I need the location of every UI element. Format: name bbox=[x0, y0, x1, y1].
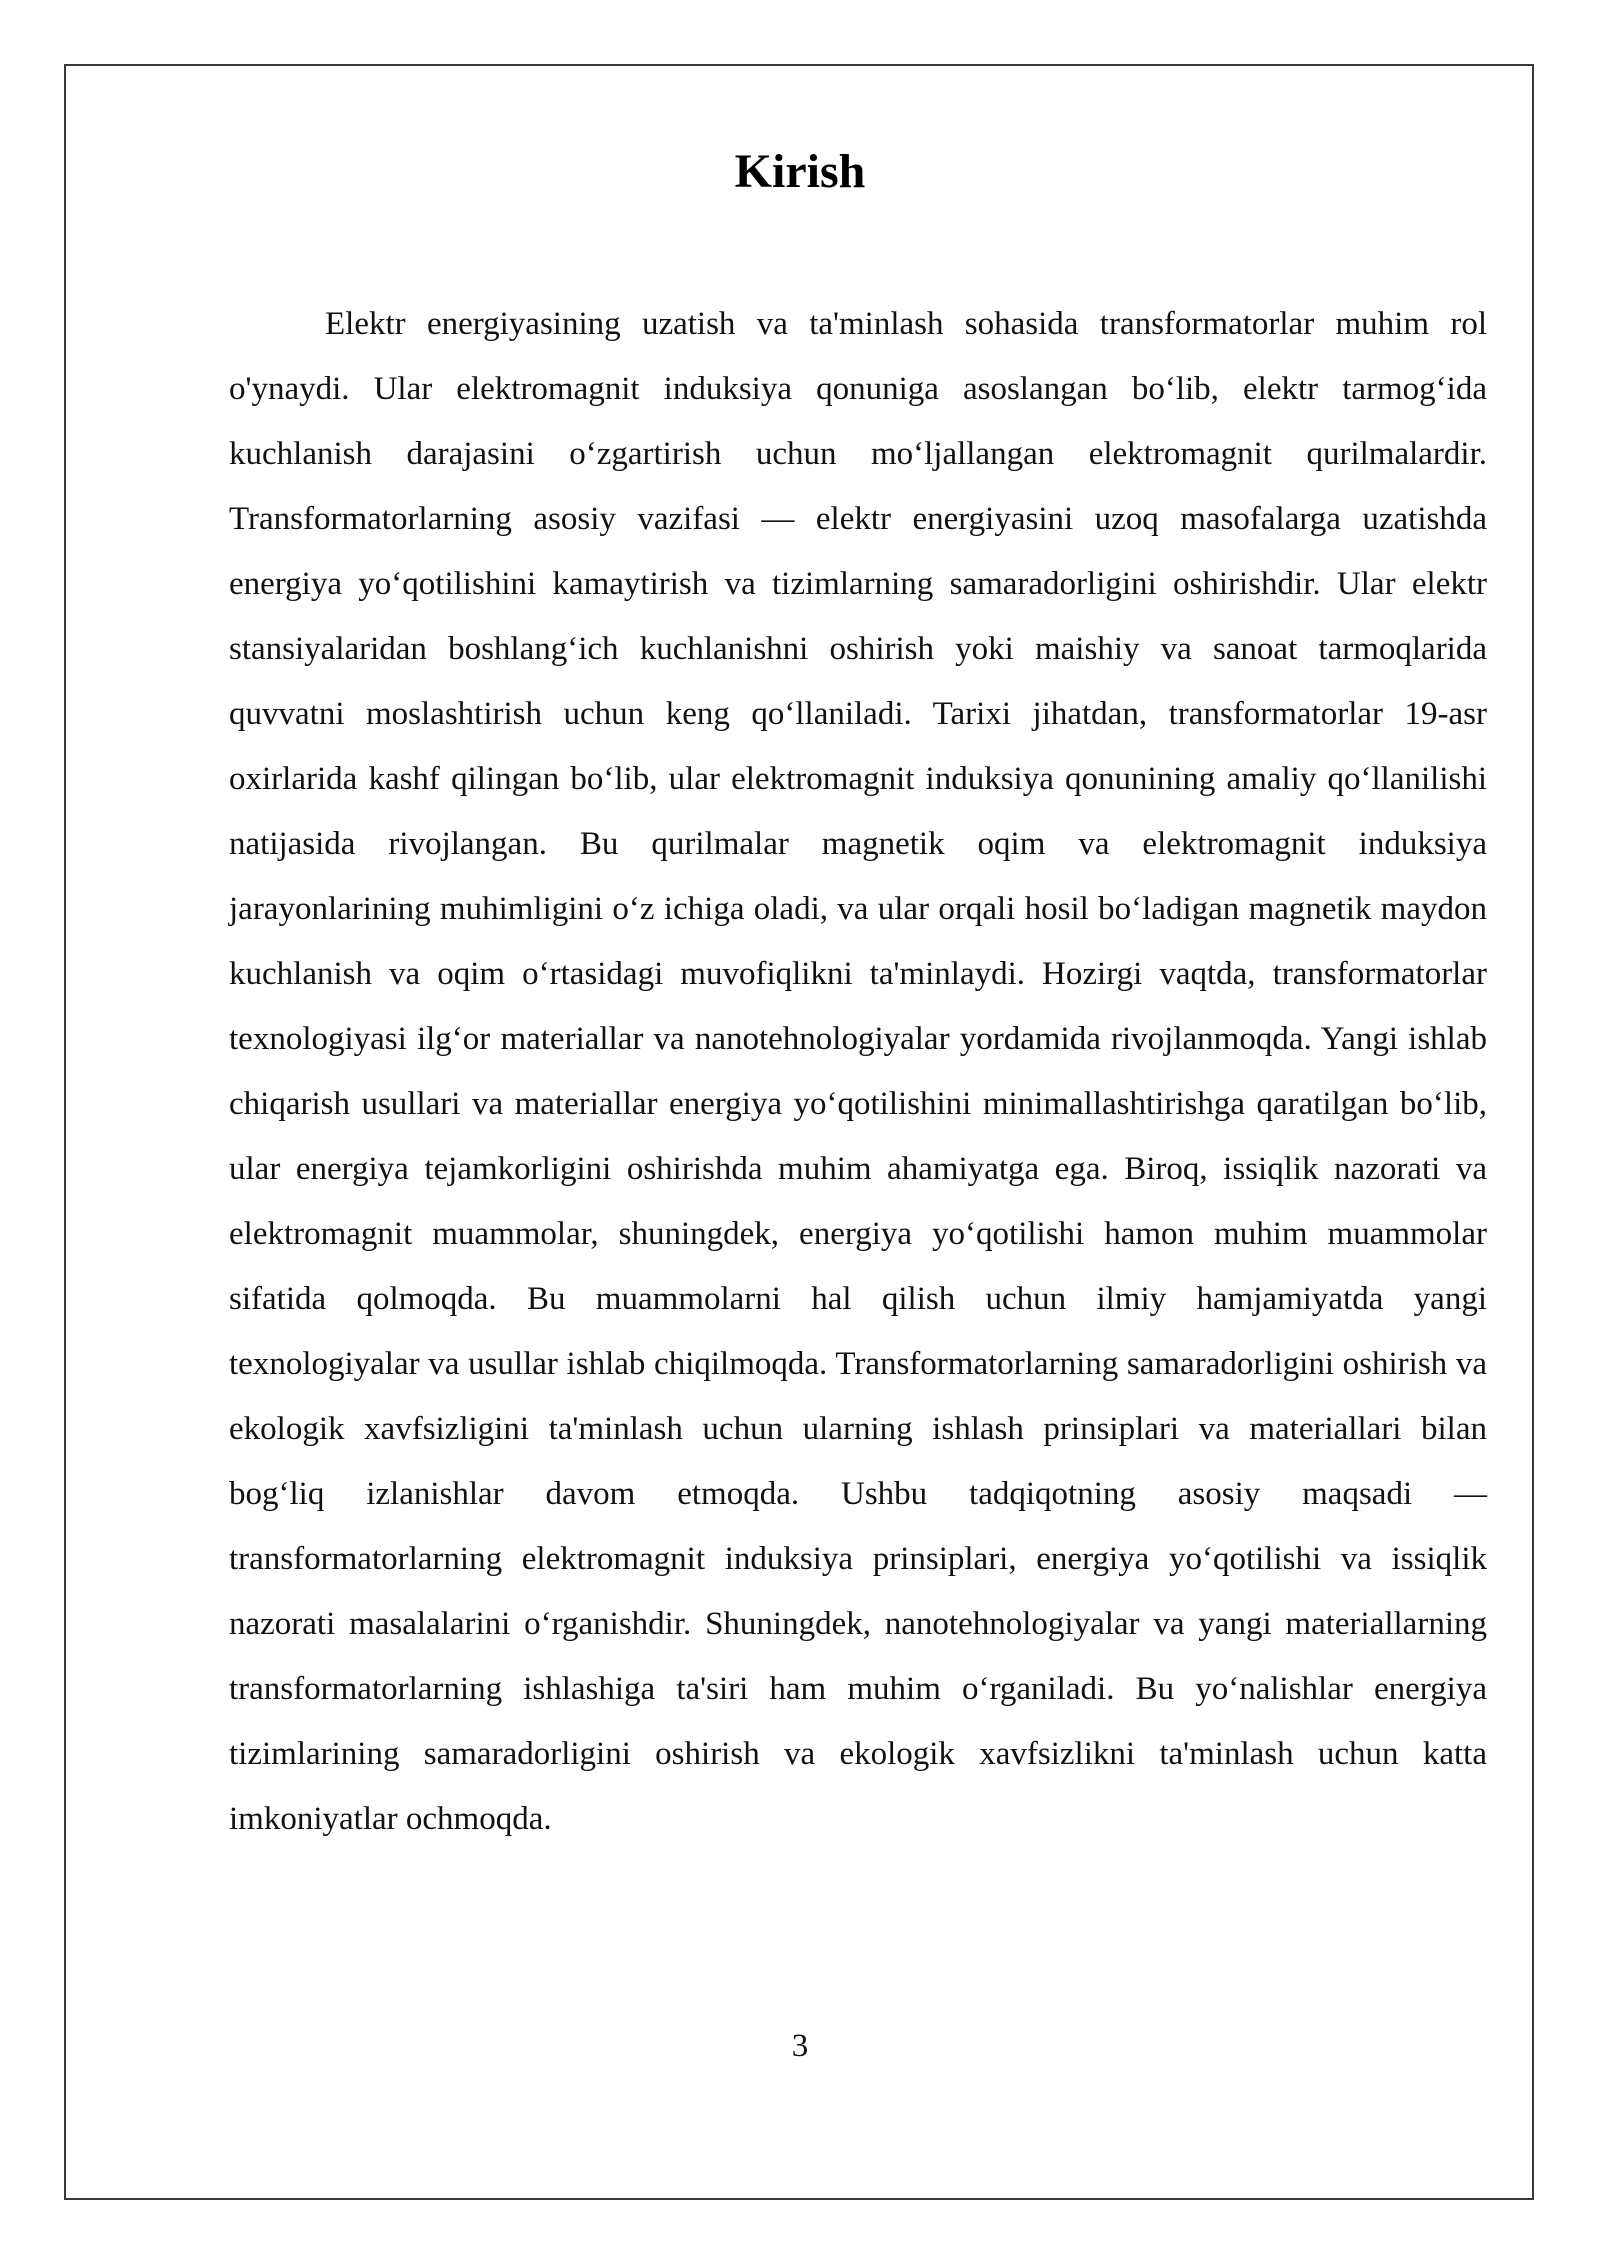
page-title: Kirish bbox=[734, 145, 866, 198]
page-number: 3 bbox=[791, 2028, 809, 2064]
body-paragraph: Elektr energiyasining uzatish va ta'minlash sohasida transformatorlar muhim rol o'ynaydi. Ular elektromagnit induksiya qonuniga asoslangan bo‘lib, elektr tarmog‘ida kuchlanish darajasini o‘zgartirish uchun mo‘ljallangan elektromagnit qurilmalardir. Transformatorlarning asosiy vazifasi — elektr energiyasini uzoq masofalarga uzatishda energiya yo‘qotilishini kamaytirish va tizimlarning samaradorligini oshirishdir. Ular elektr stansiyalaridan boshlang‘ich kuchlanishni oshirish yoki maishiy va sanoat tarmoqlarida quvvatni moslashtirish uchun keng qo‘llaniladi. Tarixi jihatdan, transformatorlar 19-asr oxirlarida kashf qilingan bo‘lib, ular elektromagnit induksiya qonunining amaliy qo‘llanilishi natijasida rivojlangan. Bu qurilmalar magnetik oqim va elektromagnit induksiya jarayonlarining muhimligini o‘z ichiga oladi, va ular orqali hosil bo‘ladigan magnetik maydon kuchlanish va oqim o‘rtasidagi muvofiqlikni ta'minlaydi. Hozirgi vaqtda, transformatorlar texnologiyasi ilg‘or materiallar va nanotehnologiyalar yordamida rivojlanmoqda. Yangi ishlab chiqarish usullari va materiallar energiya yo‘qotilishini minimallashtirishga qaratilgan bo‘lib, ular energiya tejamkorligini oshirishda muhim ahamiyatga ega. Biroq, issiqlik nazorati va elektromagnit muammolar, shuningdek, energiya yo‘qotilishi hamon muhim muammolar sifatida qolmoqda. Bu muammolarni hal qilish uchun ilmiy hamjamiyatda yangi texnologiyalar va usullar ishlab chiqilmoqda. Transformatorlarning samaradorligini oshirish va ekologik xavfsizligini ta'minlash uchun ularning ishlash prinsiplari va materiallari bilan bog‘liq izlanishlar davom etmoqda. Ushbu tadqiqotning asosiy maqsadi — transformatorlarning elektromagnit induksiya prinsiplari, energiya yo‘qotilishi va issiqlik nazorati masalalarini o‘rganishdir. Shuningdek, nanotehnologiyalar va yangi materiallarning transformatorlarning ishlashiga ta'siri ham muhim o‘rganiladi. Bu yo‘nalishlar energiya tizimlarining samaradorligini oshirish va ekologik xavfsizlikni ta'minlash uchun katta imkoniyatlar ochmoqda. bbox=[229, 306, 1487, 1837]
